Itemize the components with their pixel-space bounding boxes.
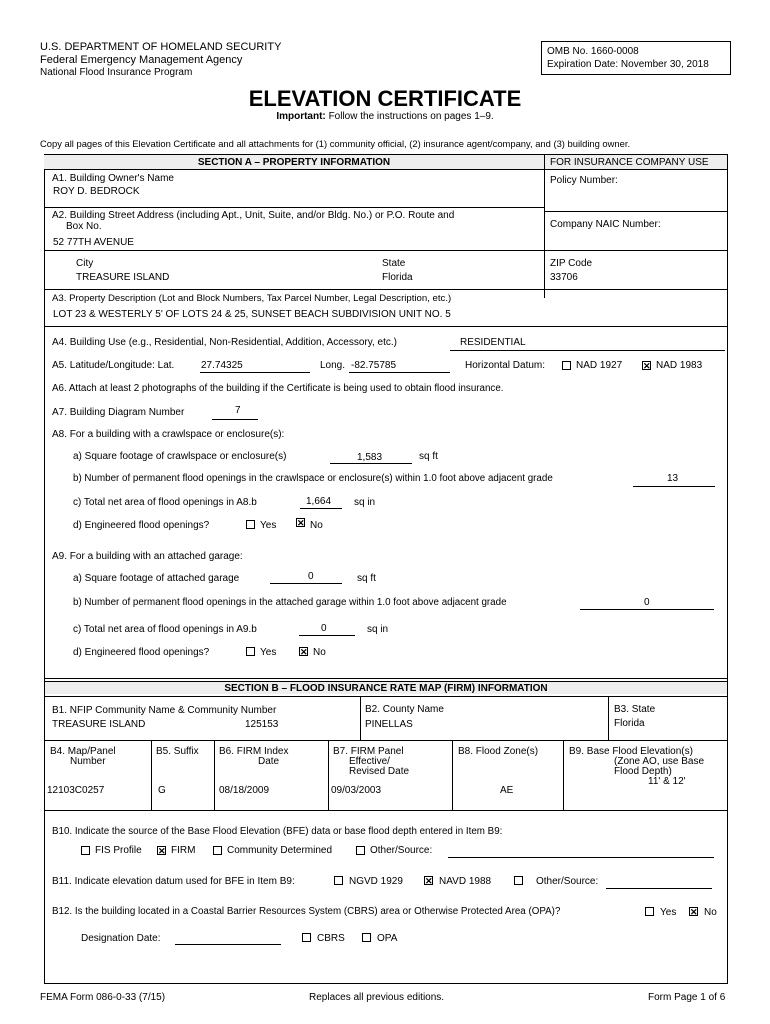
state-value[interactable]: Florida [382, 272, 413, 283]
agency-name: Federal Emergency Management Agency [40, 54, 243, 66]
state-label: State [382, 258, 406, 269]
b1-community-number[interactable]: 125153 [245, 719, 279, 730]
community-determined-checkbox[interactable] [213, 846, 222, 855]
zip-label: ZIP Code [550, 258, 593, 269]
b5-value[interactable]: G [158, 785, 166, 796]
b6-value[interactable]: 08/18/2009 [219, 785, 270, 796]
opa-checkbox[interactable] [362, 933, 371, 942]
designation-date-label: Designation Date: [81, 933, 161, 944]
insurance-use-title: FOR INSURANCE COMPANY USE [550, 157, 709, 168]
b9-label-cont1: (Zone AO, use Base [614, 756, 705, 767]
b12-no-checkbox[interactable]: ✕ [690, 907, 698, 917]
a8a-value[interactable]: 1,583 [357, 452, 383, 463]
a9-label: A9. For a building with an attached garage: [52, 551, 243, 562]
a8b-value[interactable]: 13 [667, 473, 679, 484]
nad1927-checkbox[interactable] [562, 361, 571, 370]
a8c-value[interactable]: 1,664 [306, 496, 332, 507]
a6-label: A6. Attach at least 2 photographs of the building if the Certificate is being used to obtain flood insurance. [52, 383, 504, 394]
b6-label: B6. FIRM Index [219, 746, 289, 757]
a9b-label: b) Number of permanent flood openings in the attached garage within 1.0 foot above adjacent grade [73, 597, 507, 608]
designation-date-input[interactable] [175, 944, 281, 945]
navd-label: NAVD 1988 [439, 876, 492, 887]
a8d-no-label: No [310, 520, 323, 531]
a2-label-cont: Box No. [66, 221, 102, 232]
b10-other-checkbox[interactable] [356, 846, 365, 855]
a8c-unit: sq in [354, 497, 376, 508]
longitude-value[interactable]: -82.75785 [351, 360, 397, 371]
b12-label: B12. Is the building located in a Coastal Barrier Resources System (CBRS) area or Otherwise Protected Area (OPA)? [52, 906, 561, 917]
a1-label: A1. Building Owner's Name [52, 173, 174, 184]
copy-note: Copy all pages of this Elevation Certificate and all attachments for (1) community official, (2) insurance agent/company, and (3) building owner. [40, 138, 631, 149]
form-number: FEMA Form 086-0-33 (7/15) [40, 992, 166, 1003]
b12-no-label: No [704, 907, 717, 918]
section-b-title: SECTION B – FLOOD INSURANCE RATE MAP (FIRM) INFORMATION [224, 683, 548, 694]
a3-value[interactable]: LOT 23 & WESTERLY 5' OF LOTS 24 & 25, SUNSET BEACH SUBDIVISION UNIT NO. 5 [53, 309, 451, 320]
long-label: Long. [320, 360, 346, 371]
a9c-label: c) Total net area of flood openings in A9.b [73, 624, 257, 635]
b12-yes-checkbox[interactable] [645, 907, 654, 916]
fis-profile-checkbox[interactable] [81, 846, 90, 855]
b4-value[interactable]: 12103C0257 [47, 785, 105, 796]
b3-label: B3. State [614, 704, 656, 715]
a8d-yes-checkbox[interactable] [246, 520, 255, 529]
b1-community-name[interactable]: TREASURE ISLAND [52, 719, 146, 730]
important-note [0, 111, 770, 122]
a9b-value[interactable]: 0 [644, 597, 650, 608]
b10-label: B10. Indicate the source of the Base Flood Elevation (BFE) data or base flood depth entered in Item B9: [52, 826, 503, 837]
city-label: City [76, 258, 94, 269]
b2-value[interactable]: PINELLAS [365, 719, 413, 730]
a2-label: A2. Building Street Address (including Apt., Unit, Suite, and/or Bldg. No.) or P.O. Route and [52, 210, 455, 221]
ngvd-checkbox[interactable] [334, 876, 343, 885]
navd-checkbox[interactable]: ✕ [425, 876, 433, 886]
department-name: U.S. DEPARTMENT OF HOMELAND SECURITY [40, 41, 282, 53]
b8-label: B8. Flood Zone(s) [458, 746, 539, 757]
a8d-yes-label: Yes [260, 520, 277, 531]
b4-label: B4. Map/Panel [50, 746, 116, 757]
naic-label: Company NAIC Number: [550, 219, 661, 230]
a8d-no-checkbox[interactable]: ✕ [297, 518, 305, 528]
b1-label: B1. NFIP Community Name & Community Number [52, 705, 277, 716]
a5-label: A5. Latitude/Longitude: Lat. [52, 360, 175, 371]
city-value[interactable]: TREASURE ISLAND [76, 272, 170, 283]
a9d-label: d) Engineered flood openings? [73, 647, 210, 658]
a2-value[interactable]: 52 77TH AVENUE [53, 237, 134, 248]
important-text: Follow the instructions on pages 1–9. [328, 111, 494, 122]
b2-label: B2. County Name [365, 704, 444, 715]
a7-label: A7. Building Diagram Number [52, 407, 185, 418]
b3-value[interactable]: Florida [614, 718, 645, 729]
section-a-title: SECTION A – PROPERTY INFORMATION [197, 157, 391, 168]
nad1983-checkbox[interactable]: ✕ [643, 361, 651, 371]
b11-other-input[interactable] [606, 888, 712, 889]
a4-value[interactable]: RESIDENTIAL [460, 337, 526, 348]
fis-profile-label: FIS Profile [95, 845, 142, 856]
b12-yes-label: Yes [660, 907, 677, 918]
cbrs-label: CBRS [317, 933, 345, 944]
a7-value[interactable]: 7 [235, 405, 241, 416]
b7-label-cont2: Revised Date [349, 766, 410, 777]
a4-label: A4. Building Use (e.g., Residential, Non-Residential, Addition, Accessory, etc.) [52, 337, 397, 348]
b4-label-cont: Number [70, 756, 106, 767]
a3-label: A3. Property Description (Lot and Block Numbers, Tax Parcel Number, Legal Description, etc.) [52, 293, 452, 304]
a9d-no-label: No [313, 647, 326, 658]
b11-label: B11. Indicate elevation datum used for BFE in Item B9: [52, 876, 295, 887]
page-number: Form Page 1 of 6 [648, 992, 726, 1003]
b9-label-cont2: Flood Depth) [614, 766, 672, 777]
page-title: ELEVATION CERTIFICATE [248, 86, 522, 111]
firm-label: FIRM [171, 845, 196, 856]
b5-label: B5. Suffix [156, 746, 199, 757]
b9-label: B9. Base Flood Elevation(s) [569, 746, 693, 757]
nad1983-label: NAD 1983 [656, 360, 703, 371]
b6-label-cont: Date [258, 756, 280, 767]
b10-other-input[interactable] [448, 857, 714, 858]
a8d-label: d) Engineered flood openings? [73, 520, 210, 531]
latitude-value[interactable]: 27.74325 [201, 360, 243, 371]
opa-label: OPA [377, 933, 398, 944]
zip-value[interactable]: 33706 [550, 272, 578, 283]
omb-number: OMB No. 1660-0008 [547, 46, 639, 57]
a9d-yes-label: Yes [260, 647, 277, 658]
a9d-yes-checkbox[interactable] [246, 647, 255, 656]
b11-other-checkbox[interactable] [514, 876, 523, 885]
a9c-unit: sq in [367, 624, 389, 635]
a9d-no-checkbox[interactable]: ✕ [300, 647, 308, 657]
datum-label: Horizontal Datum: [465, 360, 546, 371]
nad1927-label: NAD 1927 [576, 360, 623, 371]
community-determined-label: Community Determined [227, 845, 333, 856]
a1-value[interactable]: ROY D. BEDROCK [53, 186, 140, 197]
ngvd-label: NGVD 1929 [349, 876, 403, 887]
a8b-label: b) Number of permanent flood openings in the crawlspace or enclosure(s) within 1.0 foot above adjacent grade [73, 473, 553, 484]
a9a-label: a) Square footage of attached garage [73, 573, 240, 584]
a8c-label: c) Total net area of flood openings in A8.b [73, 497, 257, 508]
b7-label-cont1: Effective/ [349, 756, 390, 767]
a8a-unit: sq ft [419, 451, 438, 462]
policy-number-label: Policy Number: [550, 175, 618, 186]
a8a-label: a) Square footage of crawlspace or enclosure(s) [73, 451, 287, 462]
b7-value[interactable]: 09/03/2003 [331, 785, 382, 796]
b10-other-label: Other/Source: [370, 845, 433, 856]
a8-label: A8. For a building with a crawlspace or enclosure(s): [52, 429, 285, 440]
replaces-note: Replaces all previous editions. [309, 992, 445, 1003]
omb-box [541, 41, 731, 75]
a9c-value[interactable]: 0 [321, 623, 327, 634]
b8-value[interactable]: AE [500, 785, 514, 796]
cbrs-checkbox[interactable] [302, 933, 311, 942]
firm-checkbox[interactable]: ✕ [158, 846, 166, 856]
expiration-date: Expiration Date: November 30, 2018 [547, 59, 709, 70]
b7-label: B7. FIRM Panel [333, 746, 404, 757]
important-label: Important: [276, 111, 326, 122]
program-name: National Flood Insurance Program [40, 67, 193, 78]
b11-other-label: Other/Source: [536, 876, 599, 887]
a9a-value[interactable]: 0 [308, 571, 314, 582]
a9a-unit: sq ft [357, 573, 376, 584]
b9-value[interactable]: 11' & 12' [648, 776, 686, 787]
